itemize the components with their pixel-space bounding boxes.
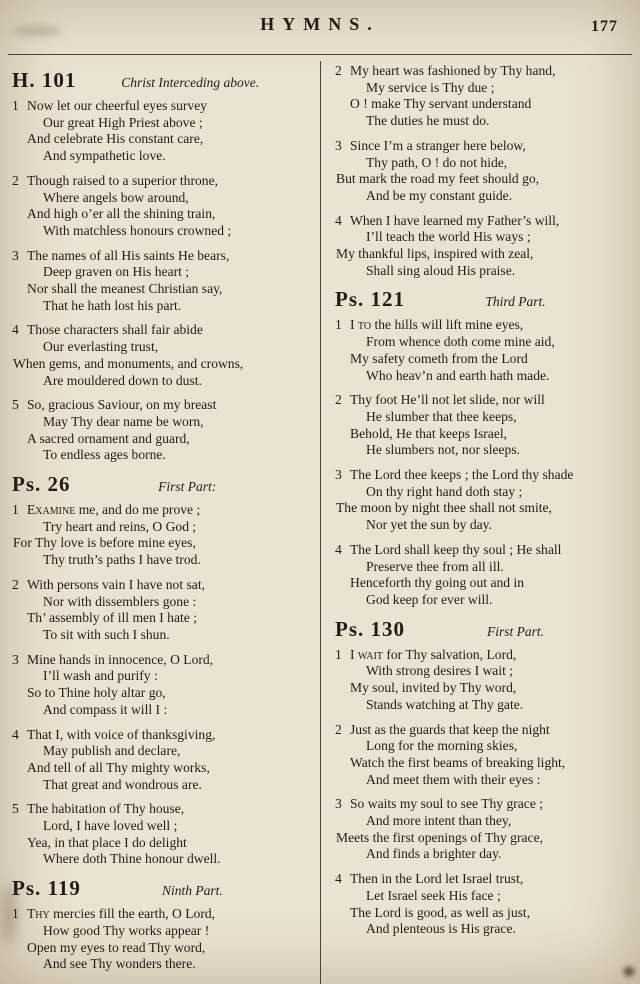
verse-line: Behold, He that keeps Israel, xyxy=(350,425,508,441)
verse-line: On thy right hand doth stay ; xyxy=(366,483,523,499)
verse-number: 2 xyxy=(335,721,342,737)
verse-number: 2 xyxy=(335,63,342,78)
verse xyxy=(335,722,636,789)
verse-line: And tell of all Thy mighty works, xyxy=(27,759,210,775)
verse-line: My thankful lips, inspired with zeal, xyxy=(336,246,534,262)
verse-line: Th’ assembly of ill men I hate ; xyxy=(27,610,198,626)
verse-line: My soul, invited by Thy word, xyxy=(350,680,517,696)
verse-line: And compass it will I : xyxy=(43,701,168,717)
verse-line: Thy truth’s paths I have trod. xyxy=(43,552,201,568)
hymn-section xyxy=(12,876,314,973)
verse xyxy=(335,871,636,938)
verse-line: I’ll teach the world His ways ; xyxy=(366,229,531,245)
verse-line: Who heav’n and earth hath made. xyxy=(366,367,550,383)
verse-line: So to Thine holy altar go, xyxy=(27,685,166,701)
verse xyxy=(335,796,636,863)
verse-line: 4 Those characters shall fair abide xyxy=(12,322,203,338)
hymn-number: H. 101 xyxy=(12,68,77,92)
verse-line: Nor yet the sun by day. xyxy=(366,517,492,533)
verse-line: Long for the morning skies, xyxy=(366,738,518,754)
verse-number: 4 xyxy=(12,726,19,742)
verse-line: Nor with dissemblers gone : xyxy=(43,593,197,609)
page-title: HYMNS. xyxy=(260,14,380,34)
verse-line: Henceforth thy going out and in xyxy=(350,575,525,591)
verse-number: 5 xyxy=(12,397,19,413)
verse xyxy=(335,213,636,280)
hymn-section xyxy=(335,617,636,938)
verse xyxy=(12,652,314,719)
verse-line: Are mouldered down to dust. xyxy=(43,372,202,388)
verse-line: To endless ages borne. xyxy=(43,447,166,463)
verse-line: 3 So waits my soul to see Thy grace ; xyxy=(335,796,544,812)
verse xyxy=(335,392,636,459)
hymn-subtitle: First Part. xyxy=(486,623,544,639)
verse xyxy=(335,647,636,714)
verse-line: That great and wondrous are. xyxy=(43,776,202,792)
verse-number: 1 xyxy=(12,906,19,922)
hymn-section xyxy=(12,472,314,868)
verse xyxy=(335,63,636,130)
verse-number: 1 xyxy=(335,317,342,333)
verse-line: And celebrate His constant care, xyxy=(27,131,204,147)
section-head xyxy=(335,287,636,312)
verse-line: Nor shall the meanest Christian say, xyxy=(27,281,223,297)
verse xyxy=(12,173,314,240)
verse-number: 3 xyxy=(335,137,342,153)
verse-line: 3 Since I’m a stranger here below, xyxy=(335,137,526,153)
verse-line: Thy path, O ! do not hide, xyxy=(366,154,508,170)
verse-line: 1 I to the hills will lift mine eyes, xyxy=(335,317,524,333)
hymn-subtitle: Christ Interceding above. xyxy=(121,75,260,90)
verse-line: And more intent than they, xyxy=(366,813,512,829)
verse-line: When gems, and monuments, and crowns, xyxy=(13,355,244,371)
hymn-number: Ps. 119 xyxy=(12,876,81,901)
verse-number: 3 xyxy=(335,796,342,812)
verse-number: 2 xyxy=(335,392,342,408)
verse-line: Lord, I have loved well ; xyxy=(43,818,178,834)
verse-line: Meets the first openings of Thy grace, xyxy=(336,829,543,845)
verse-line: With strong desires I wait ; xyxy=(366,663,514,679)
verse-line: The Lord is good, as well as just, xyxy=(350,904,531,920)
verse-line: Deep graven on His heart ; xyxy=(43,264,190,280)
verse-number: 3 xyxy=(335,467,342,483)
verse-line: The moon by night thee shall not smite, xyxy=(336,500,552,516)
page-column xyxy=(320,61,640,984)
verse-number: 3 xyxy=(12,651,19,667)
verse-line: 4 That I, with voice of thanksgiving, xyxy=(12,726,216,742)
hymn-subtitle: Third Part. xyxy=(485,294,546,310)
verse-line: And be my constant guide. xyxy=(366,187,513,203)
verse-line: The duties he must do. xyxy=(366,113,490,129)
verse-line: Preserve thee from all ill. xyxy=(366,558,504,574)
verse-line: That he hath lost his part. xyxy=(43,297,182,313)
verse-line: I’ll wash and purify : xyxy=(43,668,158,684)
verse xyxy=(12,801,314,868)
verse xyxy=(335,138,636,205)
section-head xyxy=(12,472,314,497)
verse-line: From whence doth come mine aid, xyxy=(366,334,555,350)
verse xyxy=(12,577,314,644)
verse-line: 1 Now let our cheerful eyes survey xyxy=(12,98,208,113)
verse-line: 1 I wait for Thy salvation, Lord, xyxy=(335,646,517,662)
verse-number: 5 xyxy=(12,801,19,817)
page-header xyxy=(0,0,640,54)
verse xyxy=(12,502,314,569)
verse-line: My service is Thy due ; xyxy=(366,79,495,95)
verse-line: 1 Thy mercies fill the earth, O Lord, xyxy=(12,906,216,922)
text-columns xyxy=(0,55,640,984)
small-caps-text: I to xyxy=(350,317,372,333)
verse-line: Stands watching at Thy gate. xyxy=(366,696,524,712)
verse-line: Our everlasting trust, xyxy=(43,339,159,355)
verse-number: 1 xyxy=(335,646,342,662)
verse-line: Where doth Thine honour dwell. xyxy=(43,851,221,867)
verse-line: 4 The Lord shall keep thy soul ; He shall xyxy=(335,541,562,557)
verse xyxy=(12,727,314,794)
verse-line: My safety cometh from the Lord xyxy=(350,350,528,366)
verse-line: And finds a brighter day. xyxy=(366,846,502,862)
section-head xyxy=(12,876,314,901)
verse-line: 5 The habitation of Thy house, xyxy=(12,801,185,817)
hymn-section xyxy=(335,287,636,608)
verse-line: 4 When I have learned my Father’s will, xyxy=(335,212,560,228)
verse xyxy=(335,542,636,609)
verse-line: 2 Thy foot He’ll not let slide, nor will xyxy=(335,392,545,408)
verse-line: 3 The Lord thee keeps ; the Lord thy shade xyxy=(335,467,574,483)
verse-line: God keep for ever will. xyxy=(366,591,493,607)
verse-line: Let Israel seek His face ; xyxy=(366,887,501,903)
verse xyxy=(12,906,314,973)
verse-line: And sympathetic love. xyxy=(43,148,166,164)
hymn-number: Ps. 26 xyxy=(12,472,71,497)
verse-line: And high o’er all the shining train, xyxy=(27,206,216,222)
hymn-section xyxy=(335,63,636,279)
verse-number: 3 xyxy=(12,247,19,263)
verse-line: Try heart and reins, O God ; xyxy=(43,518,197,534)
verse-line: O ! make Thy servant understand xyxy=(350,96,532,112)
verse-line: May publish and declare, xyxy=(43,743,181,759)
verse-line: Our great High Priest above ; xyxy=(43,114,203,130)
hymn-number: Ps. 130 xyxy=(335,616,405,641)
page-number: 177 xyxy=(591,18,618,35)
small-caps-text: Examine xyxy=(27,502,76,518)
verse-number: 2 xyxy=(12,172,19,188)
verse xyxy=(12,98,314,165)
small-caps-text: I wait xyxy=(350,646,383,662)
verse-line: 2 My heart was fashioned by Thy hand, xyxy=(335,63,556,78)
verse-line: But mark the road my feet should go, xyxy=(336,171,540,187)
verse-line: And plenteous is His grace. xyxy=(366,921,516,937)
verse-number: 4 xyxy=(12,322,19,338)
verse-line: May Thy dear name be worn, xyxy=(43,413,204,429)
verse xyxy=(335,317,636,384)
hymn-subtitle: First Part: xyxy=(158,479,217,495)
verse-line: Shall sing aloud His praise. xyxy=(366,262,516,278)
verse-line: And meet them with their eyes : xyxy=(366,771,541,787)
verse-line: 2 Though raised to a superior throne, xyxy=(12,172,219,188)
verse-line: With matchless honours crowned ; xyxy=(43,222,232,238)
verse-line: A sacred ornament and guard, xyxy=(27,430,190,446)
verse-line: 5 So, gracious Saviour, on my breast xyxy=(12,397,217,413)
verse-number: 4 xyxy=(335,212,342,228)
verse-line: 2 With persons vain I have not sat, xyxy=(12,576,206,592)
verse-line: 2 Just as the guards that keep the night xyxy=(335,721,550,737)
section-head xyxy=(335,617,636,642)
verse xyxy=(12,397,314,464)
verse-line: He slumber that thee keeps, xyxy=(366,408,517,424)
verse xyxy=(12,248,314,315)
page-column xyxy=(0,61,320,984)
verse-line: And see Thy wonders there. xyxy=(43,956,196,972)
verse-line: Open my eyes to read Thy word, xyxy=(27,939,206,955)
verse-number: 4 xyxy=(335,871,342,887)
verse-line: 4 Then in the Lord let Israel trust, xyxy=(335,871,524,887)
hymn-number: Ps. 121 xyxy=(335,287,405,312)
verse-number: 1 xyxy=(12,502,19,518)
small-caps-text: Thy xyxy=(27,906,50,922)
section-head xyxy=(12,68,314,93)
hymn-subtitle: Ninth Part. xyxy=(162,883,223,899)
hymn-section xyxy=(12,68,314,464)
verse xyxy=(12,322,314,389)
verse-line: He slumbers not, nor sleeps. xyxy=(366,442,521,458)
verse xyxy=(335,467,636,534)
verse-line: For Thy love is before mine eyes, xyxy=(13,535,196,551)
verse-line: Yea, in that place I do delight xyxy=(27,834,187,850)
verse-number: 2 xyxy=(12,576,19,592)
verse-number: 4 xyxy=(335,541,342,557)
verse-line: How good Thy works appear ! xyxy=(43,922,210,938)
verse-line: To sit with such I shun. xyxy=(43,626,170,642)
verse-line: 3 The names of all His saints He bears, xyxy=(12,247,230,263)
verse-line: Watch the first beams of breaking light, xyxy=(350,754,566,770)
verse-line: Where angels bow around, xyxy=(43,189,189,205)
verse-line: 3 Mine hands in innocence, O Lord, xyxy=(12,651,214,667)
verse-number: 1 xyxy=(12,98,19,113)
verse-line: 1 Examine me, and do me prove ; xyxy=(12,502,201,518)
